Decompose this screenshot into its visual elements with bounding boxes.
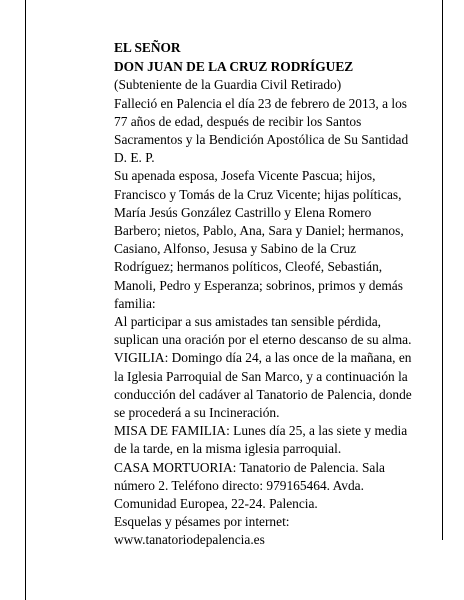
notice-line: Su apenada esposa, Josefa Vicente Pascua; hijos,: [114, 168, 376, 184]
notice-line: D. E. P.: [114, 150, 155, 166]
obituary-notice: [114, 39, 434, 550]
notice-line: EL SEÑOR: [114, 40, 181, 55]
notice-line: número 2. Teléfono directo: 979165464. Avda.: [114, 477, 364, 493]
notice-line: María Jesús González Castrillo y Elena Romero: [114, 204, 372, 220]
notice-line: 77 años de edad, después de recibir los Santos: [114, 113, 362, 129]
notice-line: Esquelas y pésames por internet:: [114, 514, 290, 530]
notice-line: www.tanatoriodepalencia.es: [114, 532, 265, 548]
notice-line: Manoli, Pedro y Esperanza; sobrinos, primos y demás: [114, 277, 403, 293]
notice-line: CASA MORTUORIA: Tanatorio de Palencia. Sala: [114, 459, 385, 475]
notice-line: conducción del cadáver al Tanatorio de Palencia, donde: [114, 386, 412, 402]
notice-line: Rodríguez; hermanos políticos, Cleofé, Sebastián,: [114, 259, 383, 275]
notice-line: Sacramentos y la Bendición Apostólica de Su Santidad: [114, 132, 409, 148]
notice-line: Francisco y Tomás de la Cruz Vicente; hijas políticas,: [114, 186, 402, 202]
notice-line: suplican una oración por el eterno descanso de su alma.: [114, 332, 412, 348]
notice-line: Comunidad Europea, 22-24. Palencia.: [114, 496, 318, 512]
notice-line: (Subteniente de la Guardia Civil Retirado): [114, 77, 342, 93]
notice-line: VIGILIA: Domingo día 24, a las once de la mañana, en: [114, 350, 412, 366]
notice-line: la Iglesia Parroquial de San Marco, y a continuación la: [114, 368, 408, 384]
notice-line: Falleció en Palencia el día 23 de febrero de 2013, a los: [114, 95, 407, 111]
left-border-rule: [25, 0, 26, 600]
notice-line: Barbero; nietos, Pablo, Ana, Sara y Daniel; hermanos,: [114, 223, 404, 239]
notice-line: Al participar a sus amistades tan sensible pérdida,: [114, 314, 381, 330]
right-border-rule: [442, 0, 443, 540]
notice-line: de la tarde, en la misma iglesia parroquial.: [114, 441, 342, 457]
notice-line: familia:: [114, 295, 156, 311]
notice-line: MISA DE FAMILIA: Lunes día 25, a las siete y media: [114, 423, 408, 439]
notice-line: se procederá a su Incineración.: [114, 405, 280, 421]
notice-line: DON JUAN DE LA CRUZ RODRÍGUEZ: [114, 59, 354, 75]
notice-line: Casiano, Alfonso, Jesusa y Sabino de la Cruz: [114, 241, 357, 257]
